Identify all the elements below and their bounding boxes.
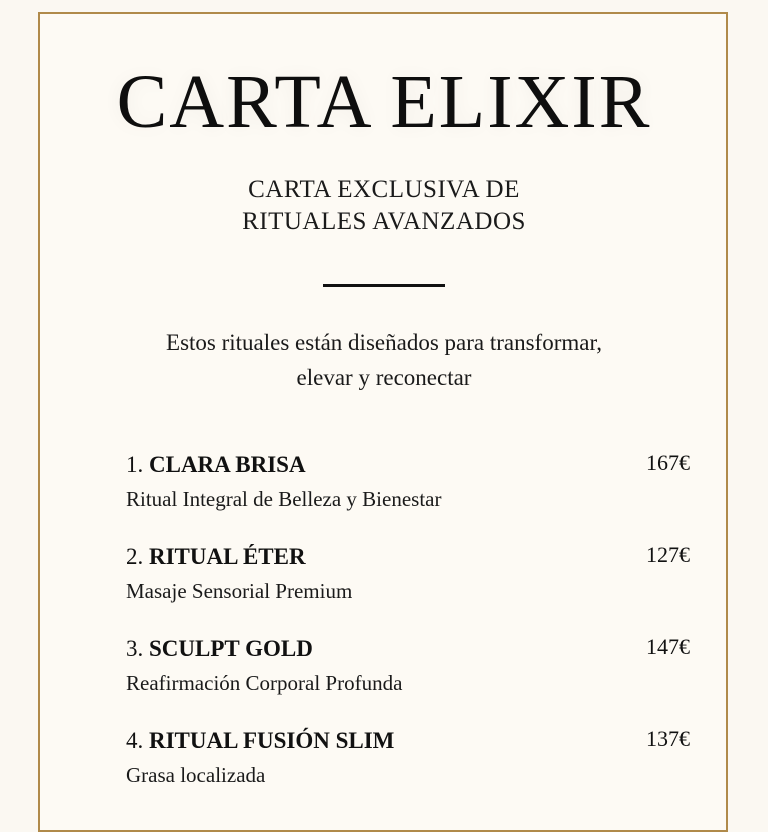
ritual-heading [126, 450, 696, 480]
ritual-name: CLARA BRISA [149, 452, 306, 477]
ritual-price: 167€ [646, 450, 690, 475]
intro-text [0, 325, 768, 395]
ritual-name: SCULPT GOLD [149, 636, 313, 661]
ritual-heading [126, 634, 696, 664]
ritual-description: Masaje Sensorial Premium [126, 579, 353, 603]
subtitle-line-1: CARTA EXCLUSIVA DE [248, 176, 520, 203]
ritual-description: Reafirmación Corporal Profunda [126, 671, 403, 695]
ritual-heading [126, 542, 696, 572]
intro-line-2: elevar y reconectar [296, 365, 472, 390]
ritual-name: RITUAL FUSIÓN SLIM [149, 728, 395, 753]
ritual-description: Grasa localizada [126, 763, 266, 787]
ritual-description: Ritual Integral de Belleza y Bienestar [126, 487, 442, 511]
ritual-list [126, 450, 696, 818]
ritual-item-3 [126, 634, 696, 726]
ritual-number: 3. [126, 636, 144, 661]
intro-line-1: Estos rituales están diseñados para transformar, [166, 330, 602, 355]
ritual-number: 1. [126, 452, 144, 477]
ritual-price: 137€ [646, 726, 690, 751]
ritual-item-4 [126, 726, 696, 818]
subtitle [0, 174, 768, 238]
ritual-number: 4. [126, 728, 144, 753]
page-title: CARTA ELIXIR [116, 60, 652, 144]
divider [323, 284, 445, 287]
subtitle-line-2: RITUALES AVANZADOS [242, 208, 526, 235]
ritual-name: RITUAL ÉTER [149, 544, 306, 569]
ritual-number: 2. [126, 544, 144, 569]
ritual-item-1 [126, 450, 696, 542]
ritual-price: 127€ [646, 542, 690, 567]
ritual-heading [126, 726, 696, 756]
ritual-item-2 [126, 542, 696, 634]
ritual-price: 147€ [646, 634, 690, 659]
